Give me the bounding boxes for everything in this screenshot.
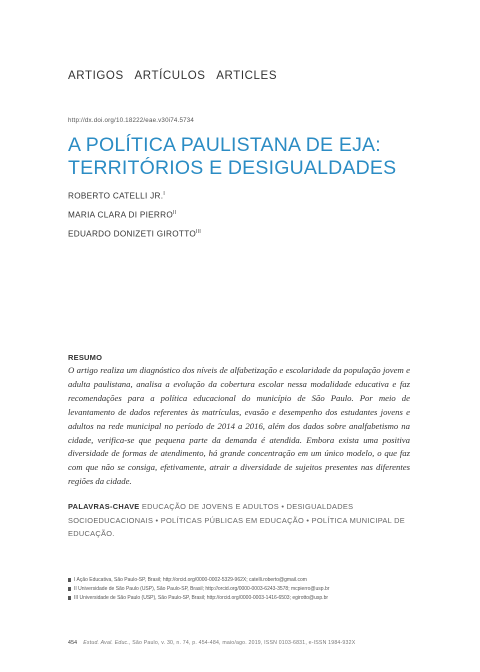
journal-name: Estud. Aval. Educ. <box>83 640 129 646</box>
author-name: ROBERTO CATELLI JR. <box>68 191 164 201</box>
author-mark: III <box>196 229 202 235</box>
footnote <box>68 585 428 594</box>
author-name: EDUARDO DONIZETI GIROTTO <box>68 229 197 239</box>
footnote <box>68 594 428 603</box>
keywords <box>68 500 413 541</box>
doi-link[interactable]: http://dx.doi.org/10.18222/eae.v30i74.5734 <box>68 117 195 124</box>
abstract-heading: RESUMO <box>68 353 103 362</box>
page-footer <box>68 640 355 646</box>
square-bullet-icon <box>68 578 71 582</box>
square-bullet-icon <box>68 596 71 600</box>
citation-info: , São Paulo, v. 30, n. 74, p. 454-484, maio/ago. 2019, ISSN 0103-6831, e-ISSN 1984-932X <box>128 640 356 646</box>
footnote-text: III Universidade de São Paulo (USP), São Paulo-SP, Brasil; http://orcid.org/0000-0003-1416-6503; egirotto@usp.br <box>74 595 329 601</box>
author <box>68 207 201 226</box>
square-bullet-icon <box>68 587 71 591</box>
footnote-text: II Universidade de São Paulo (USP), São Paulo-SP, Brasil; http://orcid.org/0000-0003-6243-3578; mcpierro@usp.br <box>74 586 330 592</box>
author <box>68 226 201 245</box>
author-name: MARIA CLARA DI PIERRO <box>68 210 174 220</box>
author-mark: II <box>173 210 177 216</box>
page-number: 454 <box>68 640 78 646</box>
author <box>68 188 201 207</box>
footnotes <box>68 576 428 603</box>
keywords-text: EDUCAÇÃO DE JOVENS E ADULTOS • DESIGUALDADES SOCIOEDUCACIONAIS • POLÍTICAS PÚBLICAS EM EDUCAÇÃO • POLÍTICA MUNICIPAL DE EDUCAÇÃO. <box>68 502 406 538</box>
footnote-text: I Ação Educativa, São Paulo-SP, Brasil; http://orcid.org/0000-0002-5329-962X; catelli.roberto@gmail.com <box>74 577 307 583</box>
author-mark: I <box>163 191 166 197</box>
footnote <box>68 576 428 585</box>
author-list <box>68 188 201 245</box>
abstract-text: O artigo realiza um diagnóstico dos níveis de alfabetização e escolaridade da população jovem e adulta paulistana, analisa a evolução da cobertura escolar nessa modalidade educativa e faz recomendações para a política educacional do município de São Paulo. Por meio de levantamento de dados referentes às matrículas, evasão e desempenho dos estudantes jovens e adultos na rede municipal no período de 2014 a 2016, além dos dados sobre analfabetismo na cidade, verifica-se que pequena parte da demanda é atendida. Embora exista uma positiva diversidade de formas de atendimento, há grande concentração em um único modelo, o que faz com que não se consiga, efetivamente, atrair a diversidade de sujeitos presentes nas diferentes regiões da cidade. <box>68 365 410 487</box>
keywords-label: PALAVRAS-CHAVE <box>68 502 140 511</box>
article-title: A POLÍTICA PAULISTANA DE EJA: TERRITÓRIOS E DESIGUALDADES <box>68 134 397 179</box>
section-tag: ARTIGOS ARTÍCULOS ARTICLES <box>68 70 278 82</box>
